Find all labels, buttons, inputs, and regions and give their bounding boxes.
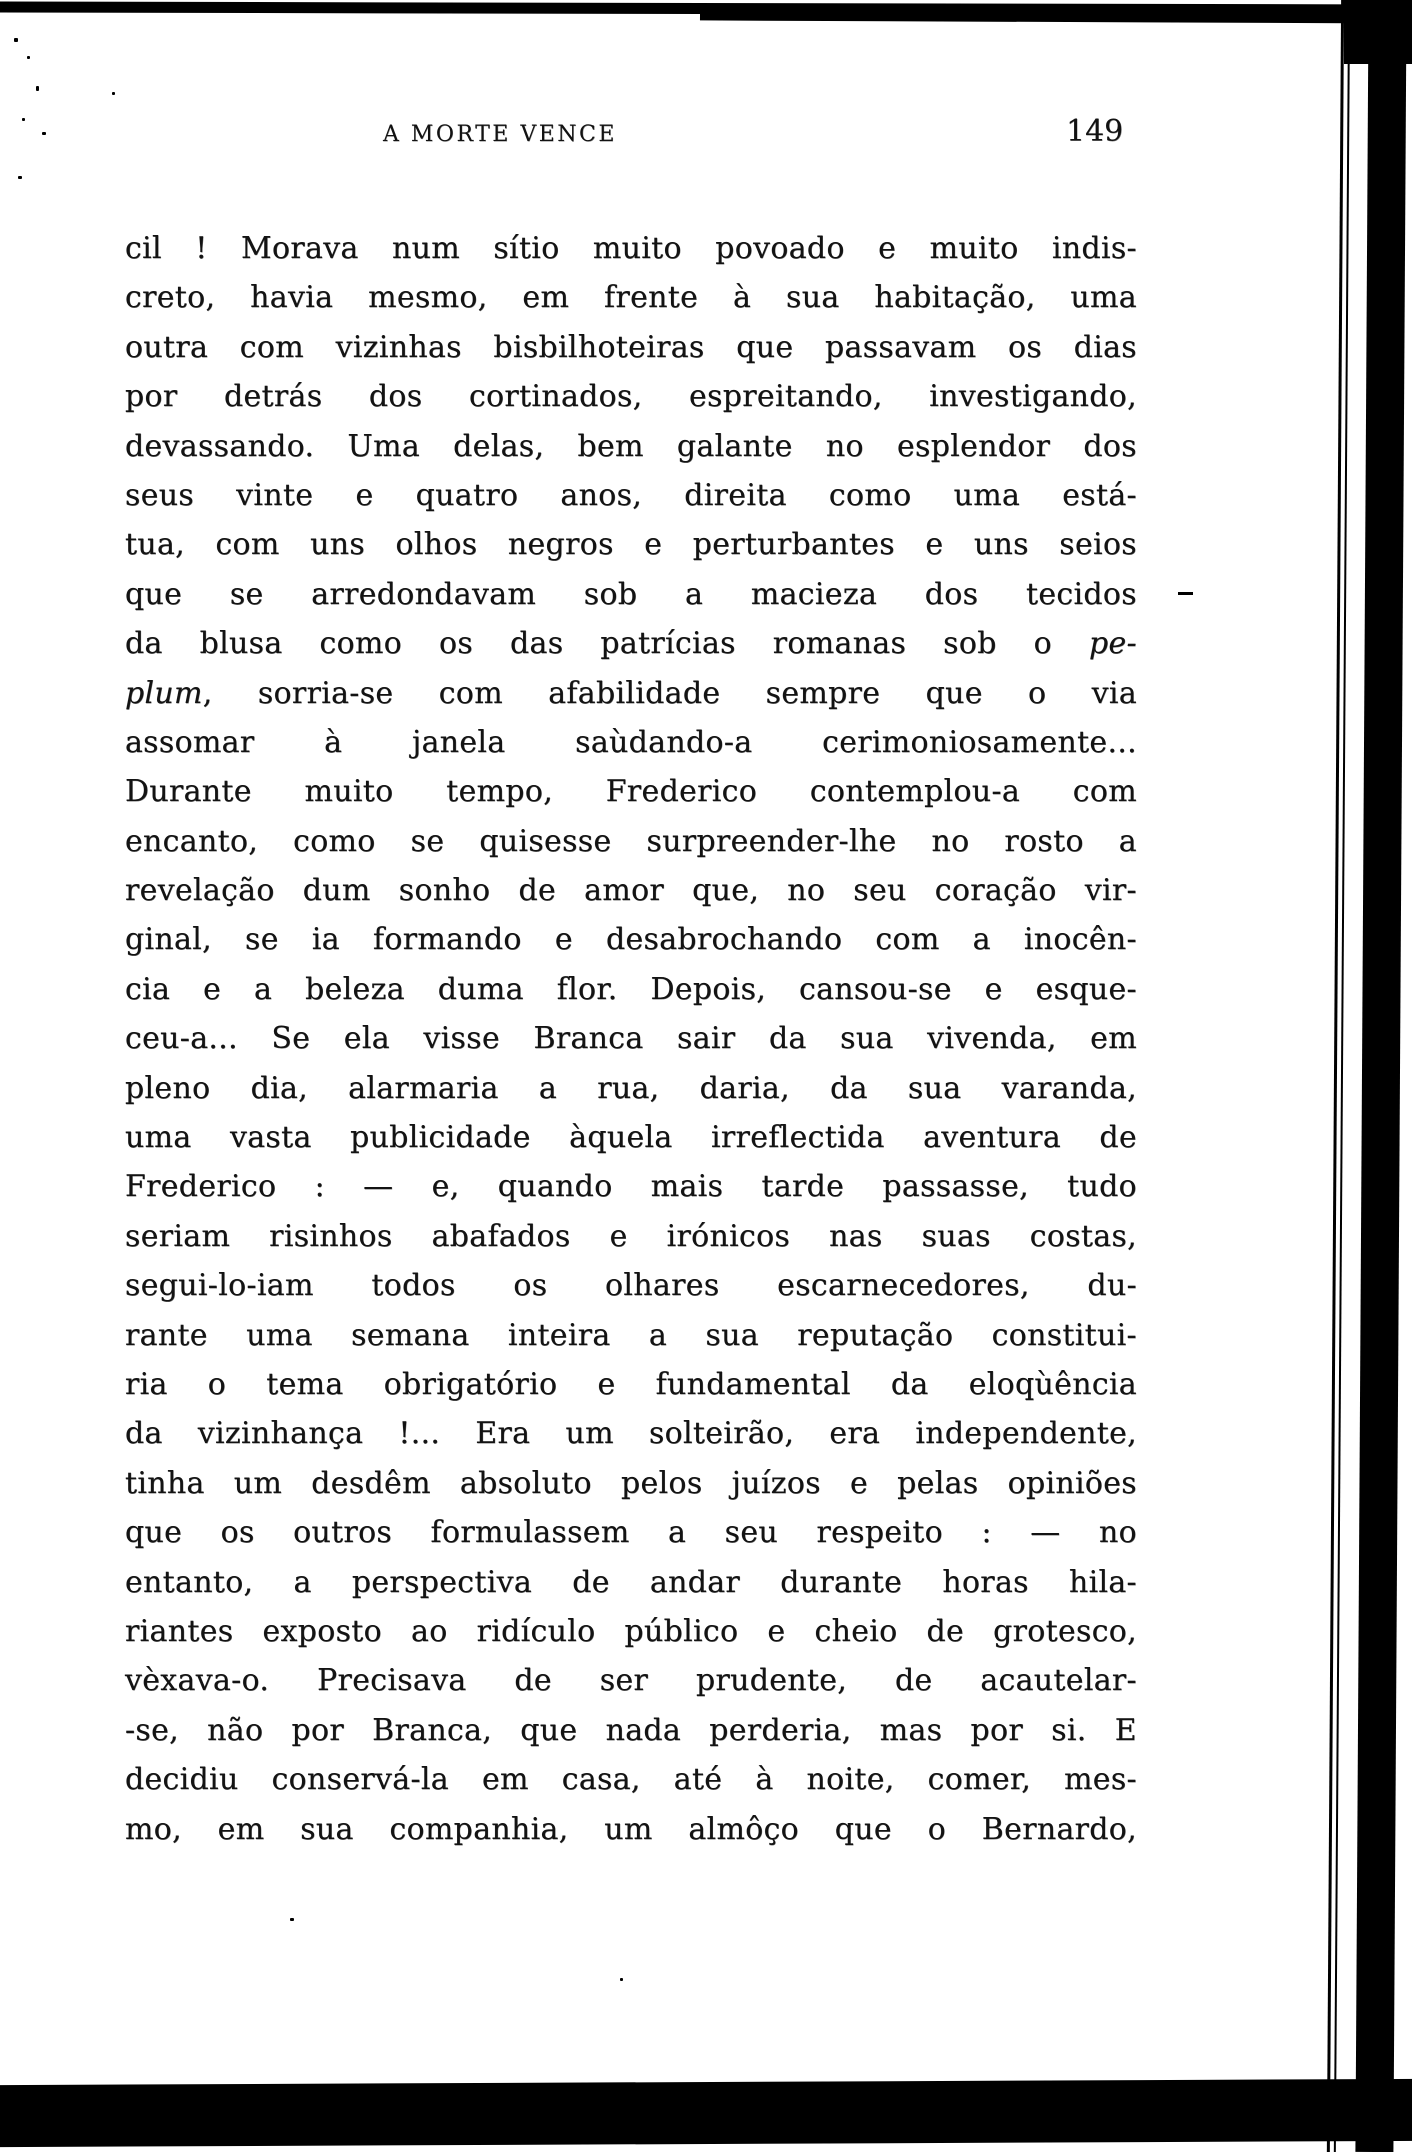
text-segment: riantes exposto ao ridículo público e cheio de grotesco, [125, 1613, 1137, 1649]
text-segment: vèxava-o. Precisava de ser prudente, de acautelar- [125, 1663, 1137, 1699]
dust-speckle [42, 132, 46, 135]
text-line [125, 1311, 1137, 1360]
text-line [125, 273, 1137, 322]
running-title: A MORTE VENCE [383, 122, 617, 147]
text-line [125, 1508, 1137, 1557]
dust-speckle [36, 86, 39, 91]
text-line [125, 1014, 1137, 1063]
text-segment: Frederico : — e, quando mais tarde passasse, tudo [125, 1169, 1137, 1205]
dust-speckle [620, 1978, 623, 1981]
text-line [125, 1212, 1137, 1261]
scan-top-edge-thick [700, 6, 1412, 23]
text-line [125, 817, 1137, 866]
text-line [125, 1459, 1137, 1508]
text-line [125, 767, 1137, 816]
book-spine-shadow [1355, 0, 1406, 2152]
text-line [125, 1607, 1137, 1656]
text-line [125, 372, 1137, 421]
text-segment: tinha um desdêm absoluto pelos juízos e pelas opiniões [125, 1465, 1137, 1501]
italic-text-segment: pe- [1089, 626, 1137, 662]
dust-speckle [14, 38, 18, 42]
text-line [125, 1261, 1137, 1310]
text-line [125, 323, 1137, 372]
text-line [125, 471, 1137, 520]
text-segment: cia e a beleza duma flor. Depois, cansou-se e esque- [125, 971, 1137, 1007]
text-line [125, 1064, 1137, 1113]
text-line [125, 915, 1137, 964]
text-line [125, 1113, 1137, 1162]
text-segment: decidiu conservá-la em casa, até à noite, comer, mes- [125, 1762, 1137, 1798]
text-line [125, 1656, 1137, 1705]
text-line [125, 1360, 1137, 1409]
text-line [125, 619, 1137, 668]
text-line [125, 1755, 1137, 1804]
text-segment: seus vinte e quatro anos, direita como uma está- [125, 477, 1137, 513]
dust-speckle [290, 1918, 294, 1921]
text-line [125, 1706, 1137, 1755]
dust-speckle [27, 56, 30, 59]
text-segment: mo, em sua companhia, um almôço que o Bernardo, [125, 1811, 1137, 1847]
text-segment: ceu-a... Se ela visse Branca sair da sua vivenda, em [125, 1021, 1137, 1057]
text-line [125, 422, 1137, 471]
text-segment: revelação dum sonho de amor que, no seu coração vir- [125, 873, 1137, 909]
text-segment: , sorria-se com afabilidade sempre que o via [202, 675, 1137, 711]
margin-mark [1178, 592, 1193, 595]
page-number: 149 [1066, 114, 1124, 149]
text-line [125, 1805, 1137, 1854]
text-line [125, 1162, 1137, 1211]
text-segment: que se arredondavam sob a macieza dos tecidos [125, 576, 1137, 612]
text-segment: que os outros formulassem a seu respeito : — no [125, 1515, 1137, 1551]
text-line [125, 570, 1137, 619]
text-line [125, 866, 1137, 915]
text-segment: ria o tema obrigatório e fundamental da eloqùência [125, 1366, 1137, 1402]
text-segment: rante uma semana inteira a sua reputação constitui- [125, 1317, 1137, 1353]
dust-speckle [22, 118, 25, 121]
text-segment: por detrás dos cortinados, espreitando, investigando, [125, 379, 1137, 415]
text-segment: devassando. Uma delas, bem galante no esplendor dos [125, 428, 1137, 464]
text-segment: entanto, a perspectiva de andar durante horas hila- [125, 1564, 1137, 1600]
text-line [125, 965, 1137, 1014]
scan-corner-shadow [1344, 0, 1412, 64]
text-segment: ginal, se ia formando e desabrochando com a inocên- [125, 922, 1137, 958]
text-segment: outra com vizinhas bisbilhoteiras que passavam os dias [125, 329, 1137, 365]
text-segment: creto, havia mesmo, em frente à sua habitação, uma [125, 280, 1137, 316]
text-segment: seriam risinhos abafados e irónicos nas suas costas, [125, 1218, 1137, 1254]
text-segment: -se, não por Branca, que nada perderia, mas por si. E [125, 1712, 1137, 1748]
dust-speckle [18, 176, 22, 179]
text-segment: cil ! Morava num sítio muito povoado e muito indis- [125, 231, 1137, 266]
text-line [125, 669, 1137, 718]
text-segment: uma vasta publicidade àquela irreflectida aventura de [125, 1120, 1137, 1156]
text-segment: assomar à janela saùdando-a cerimoniosamente... [125, 724, 1137, 760]
text-line [125, 224, 1137, 273]
text-segment: da blusa como os das patrícias romanas sob o [125, 626, 1089, 662]
text-line [125, 718, 1137, 767]
text-line [125, 520, 1137, 569]
text-segment: Durante muito tempo, Frederico contemplou-a com [125, 774, 1137, 810]
text-segment: tua, com uns olhos negros e perturbantes e uns seios [125, 527, 1137, 563]
scan-bottom-edge [0, 2079, 1412, 2147]
text-segment: encanto, como se quisesse surpreender-lhe no rosto a [125, 823, 1137, 859]
dust-speckle [112, 92, 115, 95]
text-segment: segui-lo-iam todos os olhares escarnecedores, du- [125, 1268, 1137, 1304]
italic-text-segment: plum [125, 675, 203, 711]
text-line [125, 1558, 1137, 1607]
text-segment: pleno dia, alarmaria a rua, daria, da sua varanda, [125, 1070, 1137, 1106]
body-text [125, 224, 1137, 1854]
text-segment: da vizinhança !... Era um solteirão, era independente, [125, 1416, 1137, 1452]
text-line [125, 1409, 1137, 1458]
